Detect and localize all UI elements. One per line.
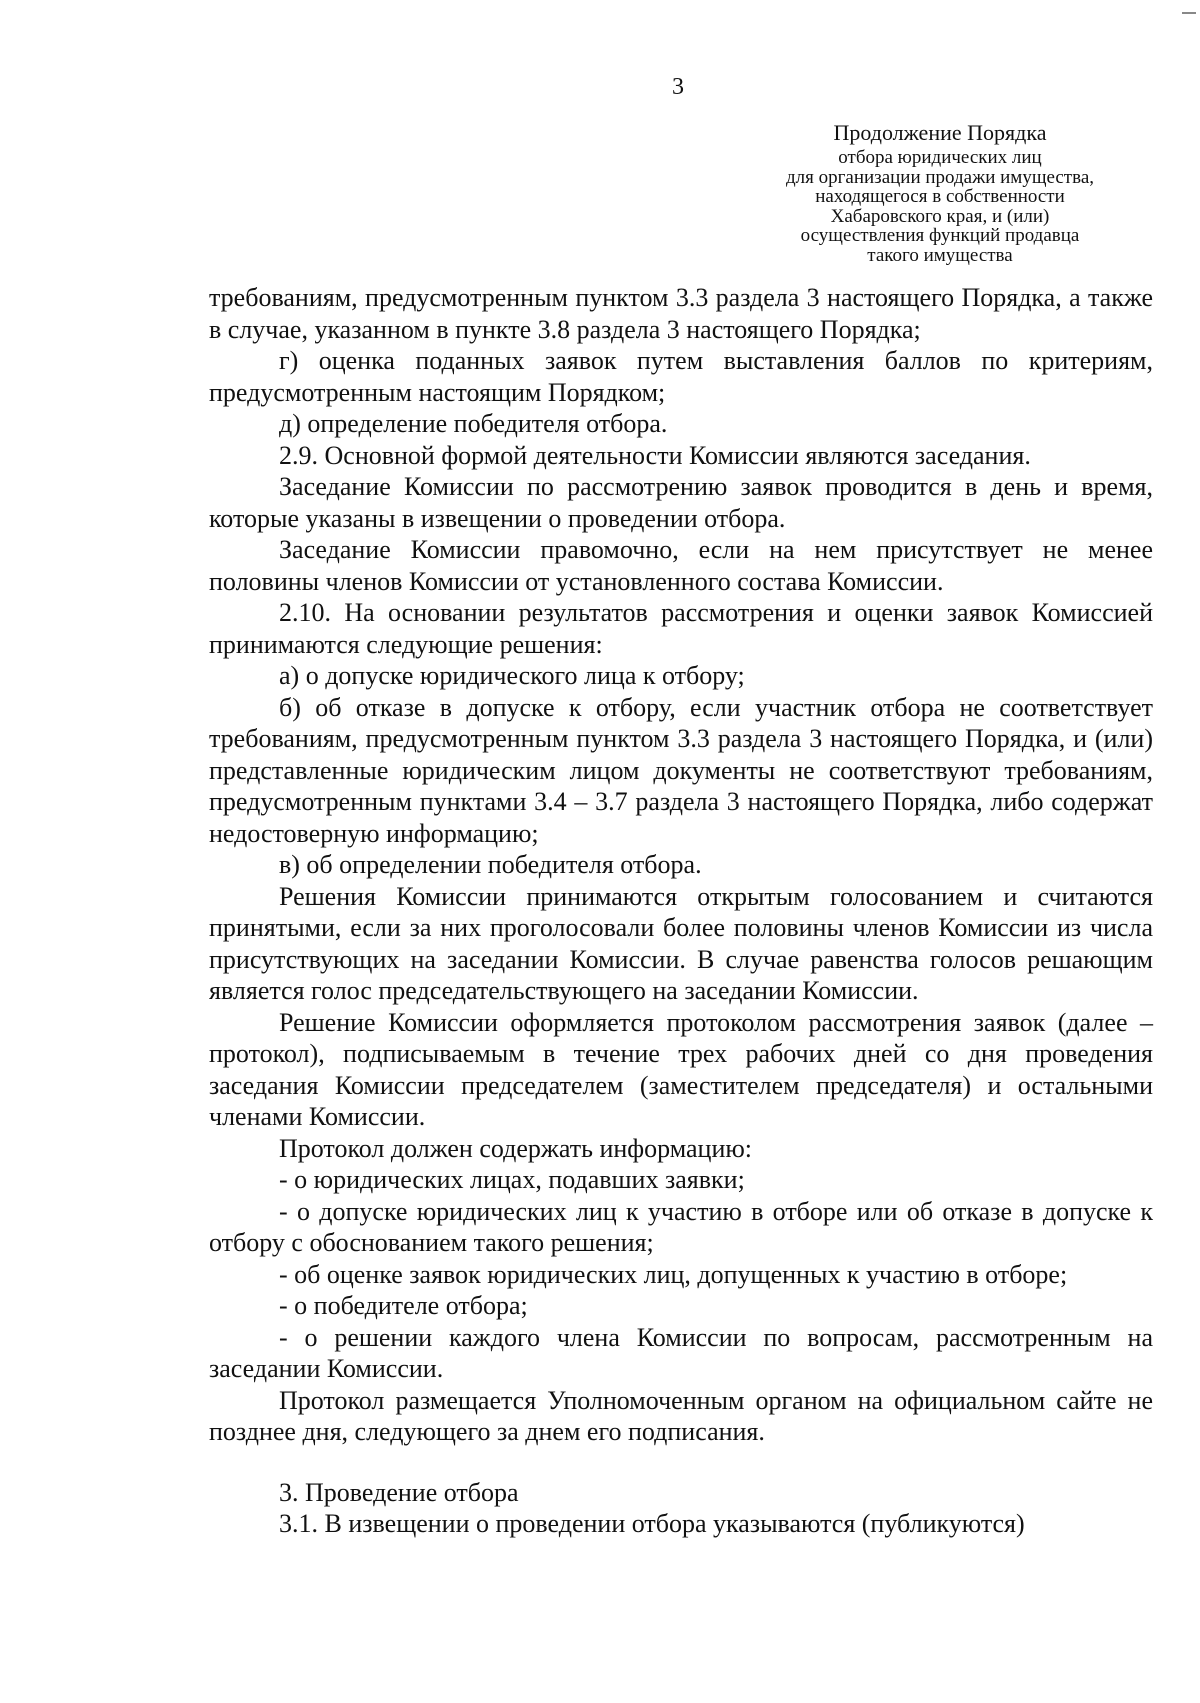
header-line: Продолжение Порядка (833, 120, 1047, 145)
document-header (720, 118, 1160, 265)
list-item-d: д) определение победителя отбора. (279, 409, 668, 438)
header-line: отбора юридических лиц (838, 147, 1042, 168)
bullet-item: - о победителе отбора; (279, 1291, 528, 1320)
clause-3-1: 3.1. В извещении о проведении отбора указываются (публикуются) (279, 1509, 1025, 1538)
paragraph: Решения Комиссии принимаются открытым голосованием и считаются принятыми, если за них проголосовали более половины членов Комиссии из числа присутствующих на заседании Комиссии. В случае равенства голосов решающим является голос председательствующего на заседании Комиссии. (209, 881, 1153, 1005)
list-item-g: г) оценка поданных заявок путем выставления баллов по критериям, предусмотренным настоящим Порядком; (209, 346, 1153, 407)
paragraph: Протокол размещается Уполномоченным органом на официальном сайте не позднее дня, следующего за днем его подписания. (209, 1385, 1153, 1446)
header-line: для организации продажи имущества, (785, 166, 1095, 188)
paragraph: Решение Комиссии оформляется протоколом рассмотрения заявок (далее – протокол), подписываемым в течение трех рабочих дней со дня проведения заседания Комиссии председателем (заместителем председателя) и остальными членами Комиссии. (209, 1007, 1153, 1131)
section-heading: 3. Проведение отбора (279, 1477, 519, 1507)
list-item-b: б) об отказе в допуске к отбору, если участник отбора не соответствует требованиям, предусмотренным пунктом 3.3 раздела 3 настоящего Порядка, и (или) представленные юридическим лицом документы не соответствуют требованиям, предусмотренным пунктами 3.4 – 3.7 раздела 3 настоящего Порядка, либо содержат недостоверную информацию; (209, 692, 1153, 848)
bullet-item: - о решении каждого члена Комиссии по вопросам, рассмотренным на заседании Комиссии. (209, 1322, 1153, 1383)
paragraph: Заседание Комиссии правомочно, если на нем присутствует не менее половины членов Комиссии от установленного состава Комиссии. (209, 535, 1153, 596)
header-line: Хабаровского края, и (или) (830, 205, 1050, 227)
list-item-v: в) об определении победителя отбора. (279, 850, 702, 879)
clause-2-9: 2.9. Основной формой деятельности Комиссии являются заседания. (279, 440, 1031, 470)
scan-artifact-mark (1182, 12, 1196, 14)
bullet-item: - о юридических лицах, подавших заявки; (279, 1165, 745, 1194)
list-item-a: а) о допуске юридического лица к отбору; (279, 661, 745, 690)
bullet-item: - об оценке заявок юридических лиц, допущенных к участию в отборе; (279, 1259, 1068, 1289)
paragraph: Заседание Комиссии по рассмотрению заявок проводится в день и время, которые указаны в извещении о проведении отбора. (209, 472, 1153, 533)
clause-2-10: 2.10. На основании результатов рассмотрения и оценки заявок Комиссией принимаются следующие решения: (209, 598, 1153, 659)
document-body (209, 282, 1153, 1540)
paragraph-continuation: требованиям, предусмотренным пунктом 3.3 раздела 3 настоящего Порядка, а также в случае, указанном в пункте 3.8 раздела 3 настоящего Порядка; (209, 283, 1153, 344)
bullet-item: - о допуске юридических лиц к участию в отборе или об отказе в допуске к отбору с обоснованием такого решения; (209, 1196, 1153, 1257)
paragraph: Протокол должен содержать информацию: (279, 1133, 753, 1163)
page-number: 3 (672, 74, 684, 100)
header-line: осуществления функций продавца (800, 225, 1080, 246)
header-line: такого имущества (867, 244, 1013, 266)
header-line: находящегося в собственности (815, 186, 1065, 207)
